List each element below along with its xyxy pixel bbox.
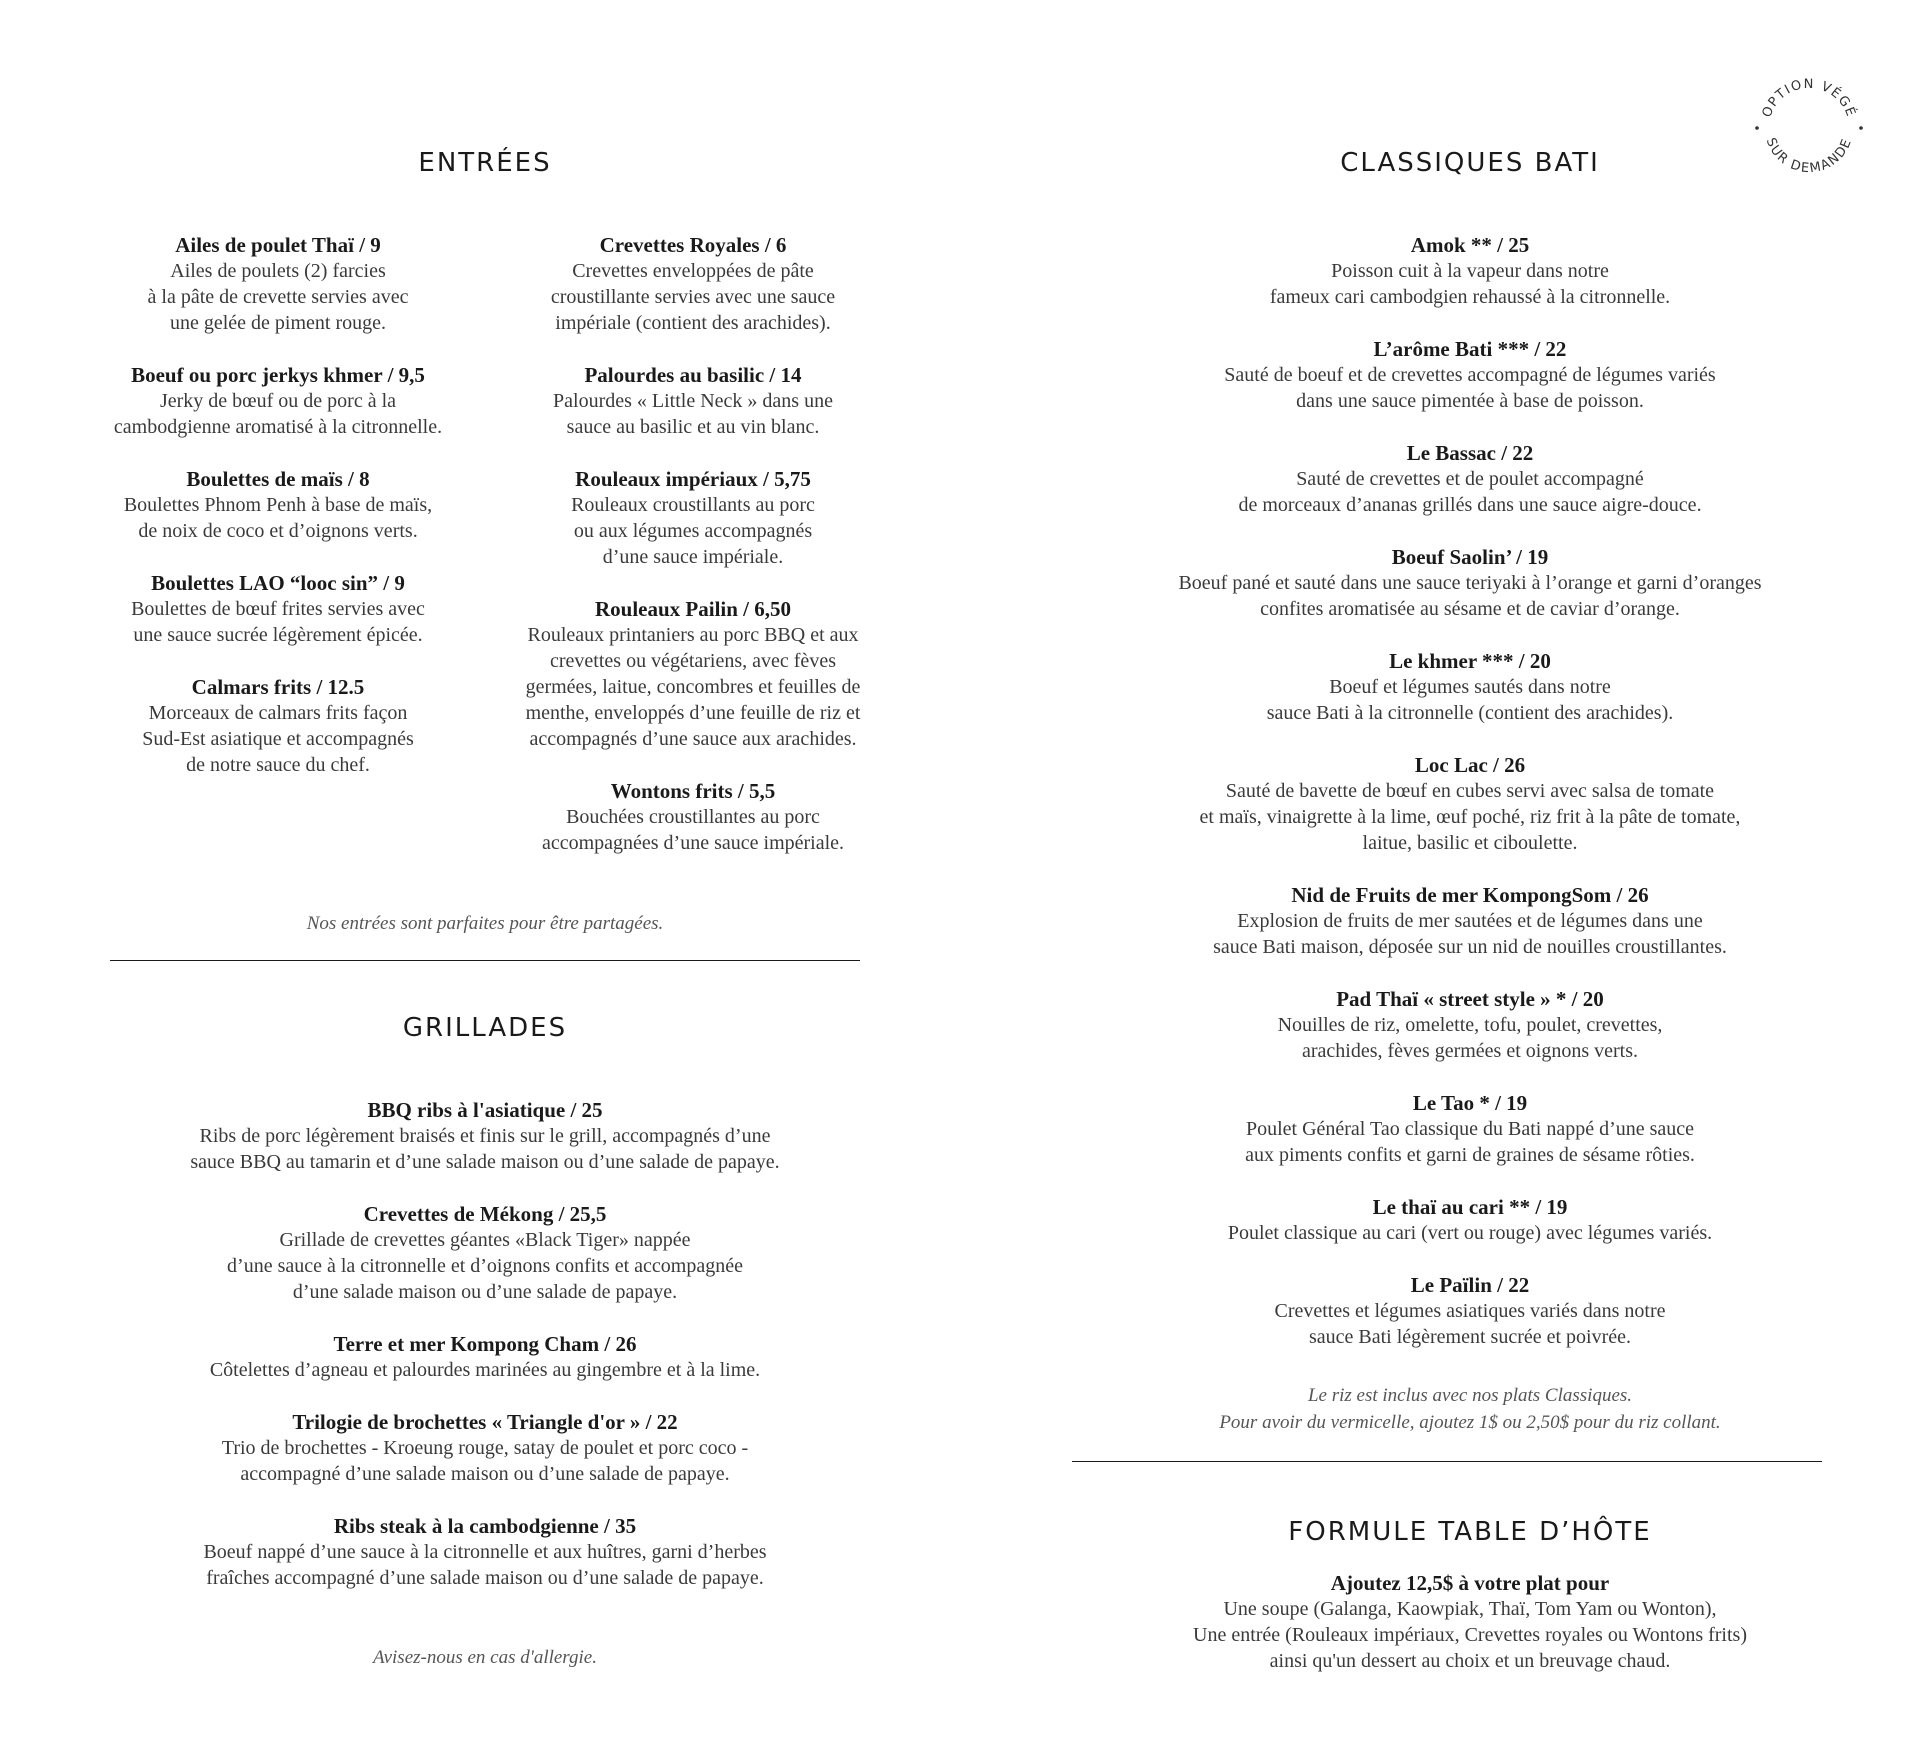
- item-description: Boulettes Phnom Penh à base de maïs, de noix de coco et d’oignons verts.: [123, 494, 433, 542]
- menu-item: [78, 232, 478, 336]
- stamp-dot-left: [1755, 126, 1759, 130]
- item-description: Nouilles de riz, omelette, tofu, poulet, crevettes, arachides, fèves germées et oignons verts.: [1277, 1014, 1663, 1062]
- menu-item: [1045, 440, 1895, 518]
- item-name: Crevettes de Mékong / 25,5: [363, 1202, 607, 1226]
- item-name: Loc Lac / 26: [1414, 753, 1526, 777]
- item-name: L’arôme Bati *** / 22: [1373, 337, 1567, 361]
- menu-item: [493, 778, 893, 856]
- item-name: Boulettes de maïs / 8: [186, 467, 370, 491]
- menu-item: [1045, 1272, 1895, 1350]
- menu-item: [85, 1409, 885, 1487]
- menu-item: [493, 596, 893, 752]
- menu-item: [1045, 752, 1895, 856]
- menu-item: [78, 570, 478, 648]
- item-description: Poulet classique au cari (vert ou rouge) avec légumes variés.: [1227, 1222, 1713, 1244]
- item-name: Crevettes Royales / 6: [599, 233, 787, 257]
- item-description: Boulettes de bœuf frites servies avec une sauce sucrée légèrement épicée.: [131, 598, 425, 646]
- menu-item: [1045, 336, 1895, 414]
- item-description: Crevettes enveloppées de pâte croustillante servies avec une sauce impériale (contient des arachides).: [550, 260, 836, 334]
- item-description: Boeuf et légumes sautés dans notre sauce Bati à la citronnelle (contient des arachides).: [1266, 676, 1674, 724]
- entrees-divider: [110, 960, 860, 961]
- item-name: Ribs steak à la cambodgienne / 35: [333, 1514, 637, 1538]
- menu-item: [493, 362, 893, 440]
- item-description: Poulet Général Tao classique du Bati nappé d’une sauce aux piments confits et garni de graines de sésame rôties.: [1245, 1118, 1695, 1166]
- item-description: Trio de brochettes - Kroeung rouge, satay de poulet et porc coco - accompagné d’une salade maison ou d’une salade de papaye.: [221, 1437, 749, 1485]
- item-description: Sauté de crevettes et de poulet accompagné de morceaux d’ananas grillés dans une sauce aigre-douce.: [1238, 468, 1702, 516]
- item-name: Le khmer *** / 20: [1389, 649, 1551, 673]
- item-name: Boulettes LAO “looc sin” / 9: [151, 571, 405, 595]
- item-name: Rouleaux Pailin / 6,50: [594, 597, 792, 621]
- item-name: Rouleaux impériaux / 5,75: [575, 467, 811, 491]
- item-description: Sauté de boeuf et de crevettes accompagné de légumes variés dans une sauce pimentée à base de poisson.: [1224, 364, 1716, 412]
- item-name: Pad Thaï « street style » * / 20: [1336, 987, 1604, 1011]
- item-description: Boeuf nappé d’une sauce à la citronnelle et aux huîtres, garni d’herbes fraîches accompagné d’une salade maison ou d’une salade de papaye.: [203, 1541, 767, 1589]
- svg-text:OPTION VÉGÉ: [1760, 77, 1860, 120]
- menu-item: [493, 232, 893, 336]
- menu-item: [1045, 882, 1895, 960]
- menu-item: [78, 466, 478, 544]
- grillades-title: GRILLADES: [402, 1013, 568, 1043]
- item-description: Crevettes et légumes asiatiques variés dans notre sauce Bati légèrement sucrée et poivrée.: [1274, 1300, 1666, 1348]
- item-description: Explosion de fruits de mer sautées et de légumes dans une sauce Bati maison, déposée sur un nid de nouilles croustillantes.: [1213, 910, 1727, 958]
- item-name: Le Tao * / 19: [1412, 1091, 1528, 1115]
- item-description: Jerky de bœuf ou de porc à la cambodgienne aromatisé à la citronnelle.: [113, 390, 443, 438]
- item-name: Le thaï au cari ** / 19: [1372, 1195, 1568, 1219]
- stamp-text-top: OPTION VÉGÉ: [1759, 76, 1859, 120]
- item-name: Wontons frits / 5,5: [610, 779, 776, 803]
- classiques-column: [1045, 232, 1895, 1376]
- item-name: Calmars frits / 12.5: [191, 675, 365, 699]
- entrees-right-column: [493, 232, 893, 882]
- allergy-note: Avisez-nous en cas d'allergie.: [373, 1647, 597, 1668]
- item-description: Bouchées croustillantes au porc accompagnées d’une sauce impériale.: [541, 806, 845, 854]
- grillades-column: [85, 1097, 885, 1617]
- classiques-divider: [1072, 1461, 1822, 1462]
- menu-item: [1045, 232, 1895, 310]
- item-description: Une soupe (Galanga, Kaowpiak, Thaï, Tom Yam ou Wonton), Une entrée (Rouleaux impériaux, Crevettes royales ou Wontons frits) ainsi qu'un dessert au choix et un breuvage chaud.: [1193, 1598, 1747, 1672]
- item-name: Boeuf ou porc jerkys khmer / 9,5: [131, 363, 425, 387]
- menu-item: [1045, 1570, 1895, 1674]
- menu-item: [78, 674, 478, 778]
- item-description: Poisson cuit à la vapeur dans notre fameux cari cambodgien rehaussé à la citronnelle.: [1269, 260, 1671, 308]
- item-description: Palourdes « Little Neck » dans une sauce au basilic et au vin blanc.: [553, 390, 833, 438]
- item-description: Rouleaux croustillants au porc ou aux légumes accompagnés d’une sauce impériale.: [571, 494, 815, 568]
- item-description: Morceaux de calmars frits façon Sud-Est asiatique et accompagnés de notre sauce du chef.: [142, 702, 414, 776]
- formule-column: [1045, 1570, 1895, 1700]
- classiques-title: CLASSIQUES BATI: [1340, 148, 1600, 178]
- item-name: Le Bassac / 22: [1406, 441, 1534, 465]
- menu-item: [85, 1513, 885, 1591]
- item-name: Terre et mer Kompong Cham / 26: [333, 1332, 637, 1356]
- menu-item: [85, 1331, 885, 1383]
- item-name: Le Païlin / 22: [1410, 1273, 1530, 1297]
- item-description: Ribs de porc légèrement braisés et finis sur le grill, accompagnés d’une sauce BBQ au tamarin et d’une salade maison ou d’une salade de papaye.: [190, 1125, 780, 1173]
- menu-item: [493, 466, 893, 570]
- menu-item: [78, 362, 478, 440]
- item-name: Nid de Fruits de mer KompongSom / 26: [1291, 883, 1649, 907]
- entrees-left-column: [78, 232, 478, 804]
- item-name: Ailes de poulet Thaï / 9: [175, 233, 381, 257]
- menu-item: [85, 1097, 885, 1175]
- menu-item: [1045, 1194, 1895, 1246]
- item-name: Ajoutez 12,5$ à votre plat pour: [1330, 1571, 1610, 1595]
- menu-item: [1045, 1090, 1895, 1168]
- entrees-note: Nos entrées sont parfaites pour être partagées.: [306, 913, 664, 934]
- item-name: Trilogie de brochettes « Triangle d'or » / 22: [292, 1410, 678, 1434]
- stamp-text-bottom: SUR DEMANDE: [1762, 135, 1856, 177]
- menu-item: [85, 1201, 885, 1305]
- menu-item: [1045, 544, 1895, 622]
- item-name: Palourdes au basilic / 14: [584, 363, 802, 387]
- menu-item: [1045, 986, 1895, 1064]
- stamp-dot-right: [1859, 126, 1863, 130]
- formule-title: FORMULE TABLE D’HÔTE: [1288, 1517, 1652, 1547]
- menu-item: [1045, 648, 1895, 726]
- classiques-note: Le riz est inclus avec nos plats Classiques. Pour avoir du vermicelle, ajoutez 1$ ou 2,50$ pour du riz collant.: [1219, 1385, 1721, 1433]
- item-description: Rouleaux printaniers au porc BBQ et aux crevettes ou végétariens, avec fèves germées, laitue, concombres et feuilles de menthe, enveloppés d’une feuille de riz et accompagnés d’une sauce aux arachides.: [525, 624, 861, 750]
- item-description: Ailes de poulets (2) farcies à la pâte de crevette servies avec une gelée de piment rouge.: [147, 260, 409, 334]
- item-description: Grillade de crevettes géantes «Black Tiger» nappée d’une sauce à la citronnelle et d’oignons confits et accompagnée d’une salade maison ou d’une salade de papaye.: [227, 1229, 743, 1303]
- item-name: Amok ** / 25: [1410, 233, 1530, 257]
- entrees-title: ENTRÉES: [418, 148, 552, 178]
- item-description: Sauté de bavette de bœuf en cubes servi avec salsa de tomate et maïs, vinaigrette à la lime, œuf poché, riz frit à la pâte de tomate, laitue, basilic et ciboulette.: [1199, 780, 1741, 854]
- item-description: Boeuf pané et sauté dans une sauce teriyaki à l’orange et garni d’oranges confites aromatisée au sésame et de caviar d’orange.: [1178, 572, 1762, 620]
- item-name: BBQ ribs à l'asiatique / 25: [367, 1098, 603, 1122]
- item-description: Côtelettes d’agneau et palourdes marinées au gingembre et à la lime.: [209, 1359, 761, 1381]
- item-name: Boeuf Saolin’ / 19: [1391, 545, 1549, 569]
